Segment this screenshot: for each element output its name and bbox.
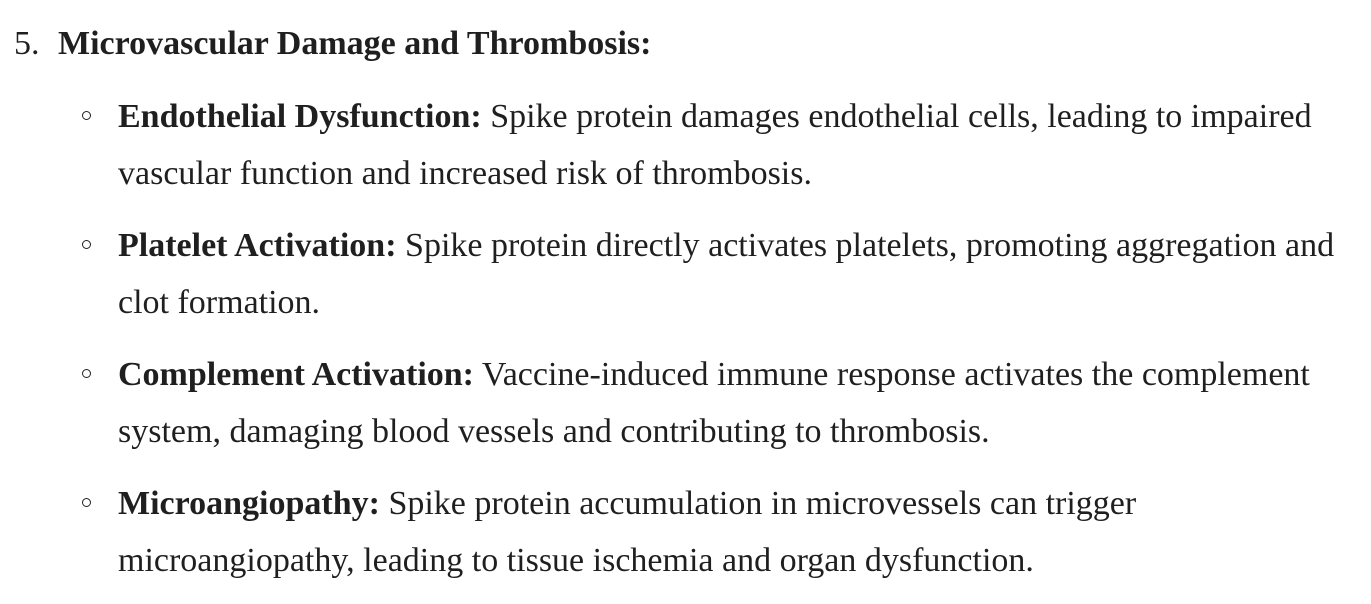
item-term: Microangiopathy: bbox=[118, 485, 380, 522]
item-description: Spike protein directly activates platelets, promoting aggregation and clot formation. bbox=[118, 227, 1335, 321]
item-description: Spike protein damages endothelial cells, leading to impaired vascular function and increased risk of thrombosis. bbox=[118, 98, 1312, 192]
item-term: Endothelial Dysfunction: bbox=[118, 98, 482, 135]
section-number: 5. bbox=[14, 25, 40, 62]
item-term: Platelet Activation: bbox=[118, 227, 397, 264]
hollow-circle-bullet-icon bbox=[82, 240, 91, 249]
hollow-circle-bullet-icon bbox=[82, 369, 91, 378]
hollow-circle-bullet-icon bbox=[82, 111, 91, 120]
section-heading bbox=[14, 18, 651, 70]
list-item-platelet-activation bbox=[78, 217, 1358, 331]
section-title: Microvascular Damage and Thrombosis: bbox=[58, 25, 652, 62]
list-item-microangiopathy bbox=[78, 475, 1358, 589]
item-description: Vaccine-induced immune response activates the complement system, damaging blood vessels and contributing to thrombosis. bbox=[118, 356, 1310, 450]
item-description: Spike protein accumulation in microvessels can trigger microangiopathy, leading to tissue ischemia and organ dysfunction. bbox=[118, 485, 1137, 579]
list-item-complement-activation bbox=[78, 346, 1358, 460]
list-item-endothelial-dysfunction bbox=[78, 88, 1358, 202]
sub-bullet-list bbox=[78, 88, 1358, 604]
hollow-circle-bullet-icon bbox=[82, 498, 91, 507]
item-term: Complement Activation: bbox=[118, 356, 475, 393]
